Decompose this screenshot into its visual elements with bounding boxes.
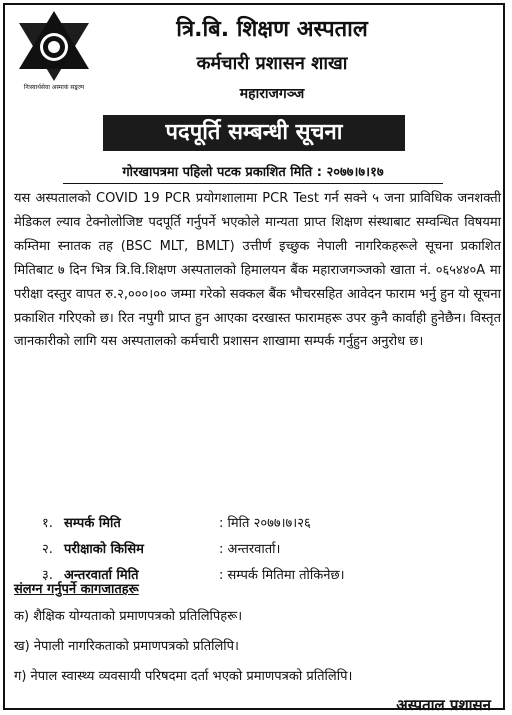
detail-number: २.	[42, 542, 53, 557]
detail-number: १.	[42, 516, 53, 531]
detail-label: सम्पर्क मिति	[64, 516, 121, 531]
detail-label: अन्तरवार्ता मिति	[64, 568, 139, 583]
signature-line: अस्पताल प्रशासन	[396, 696, 491, 714]
notice-body-paragraph: यस अस्पतालको COVID 19 PCR प्रयोगशालामा PCR Test गर्न सक्ने ५ जना प्राविधिक जनशक्ती मेडिकल ल्याव टेक्नोलोजिष्ट पदपूर्ति गर्नुपर्ने भएकोले मान्यता प्राप्त शिक्षण संस्थाबाट सम्वन्धित विषयमा कम्तिमा स्नातक तह (BSC MLT, BMLT) उत्तीर्ण इच्छुक नेपाली नागरिकहरूले सूचना प्रकाशित मितिबाट ७ दिन भित्र त्रि.वि.शिक्षण अस्पतालको हिमालयन बैंक महाराजगञ्जको खाता नं. ०६५४४०A मा परीक्षा दस्तुर वापत रु.२,०००।०० जम्मा गरेको सक्कल बैंक भौचरसहित आवेदन फाराम भर्नु हुन यो सूचना प्रकाशित गरिएको छ। रित नपुगी प्राप्त हुन आएका दरखास्त फारामहरू उपर कुनै कार्वाही हुनेछैन। विस्तृत जानकारीको लागि यस अस्पतालको कर्मचारी प्रशासन शाखामा सम्पर्क गर्नुहुन अनुरोध छ।	[14, 191, 501, 350]
detail-item	[14, 513, 501, 539]
organization-title: त्रि.बि. शिक्षण अस्पताल	[176, 17, 368, 42]
publication-date-line: गोरखापत्रमा पहिलो पटक प्रकाशित मिति : २०७७।७।१७	[63, 162, 443, 184]
detail-value: : सम्पर्क मितिमा तोकिनेछ।	[219, 568, 345, 583]
notice-frame	[3, 3, 505, 714]
detail-number: ३.	[42, 568, 53, 583]
attachment-item: क) शैक्षिक योग्यताको प्रमाणपत्रको प्रतिलिपिहरू।	[14, 609, 243, 624]
attachments-list	[14, 606, 501, 696]
detail-value: : मिति २०७७।७।२६	[219, 516, 311, 531]
attachment-item: ग) नेपाल स्वास्थ्य व्यवसायी परिषदमा दर्ता भएको प्रमाणपत्रको प्रतिलिपि।	[14, 669, 353, 684]
department-name: कर्मचारी प्रशासन शाखा	[196, 53, 348, 74]
logo-motto: निःस्वार्थसेवा अस्माकं सङ्कल्प	[23, 84, 85, 91]
detail-item	[14, 539, 501, 565]
detail-value: : अन्तरवार्ता।	[219, 542, 281, 557]
hospital-logo-icon	[15, 9, 93, 91]
notice-banner: पदपूर्ति सम्बन्धी सूचना	[103, 115, 405, 151]
attachments-heading: संलग्न गर्नुपर्ने कागजातहरू	[14, 582, 139, 597]
detail-label: परीक्षाको किसिम	[64, 542, 144, 557]
location: महाराजगञ्ज	[239, 86, 305, 102]
attachment-item: ख) नेपाली नागरिकताको प्रमाणपत्रको प्रतिलिपि।	[14, 639, 239, 654]
